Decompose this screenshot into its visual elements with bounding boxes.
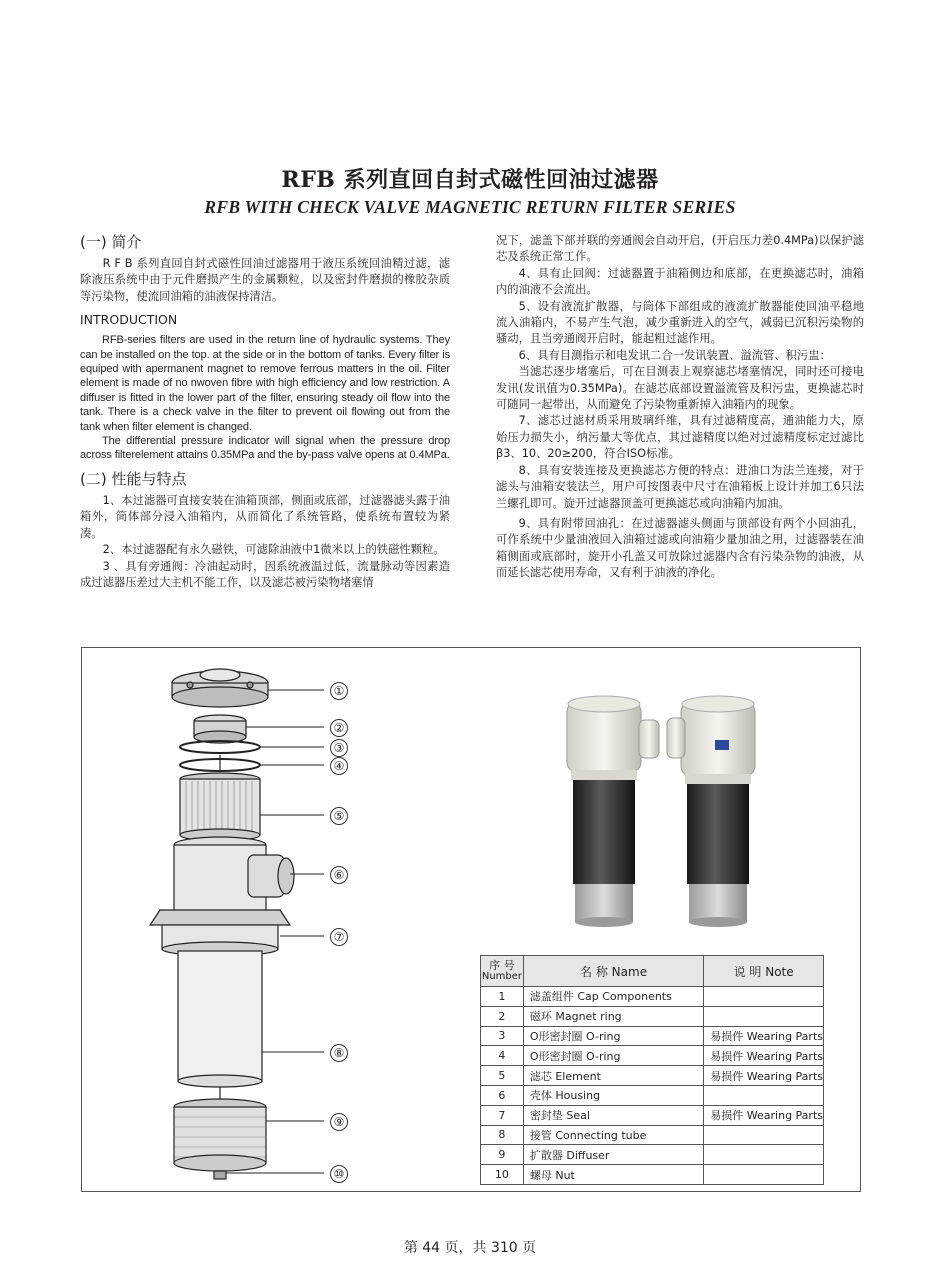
row-name: 接管 Connecting tube: [523, 1125, 703, 1145]
row-note: [704, 1006, 824, 1026]
row-number: 6: [481, 1085, 524, 1105]
feature-6: 6、具有目测指示和电发讯二合一发讯装置、溢流管、积污盅：: [518, 348, 831, 362]
row-name: 螺母 Nut: [523, 1165, 703, 1185]
row-name: O形密封圈 O-ring: [523, 1046, 703, 1066]
table-row: [481, 1085, 824, 1105]
section2-heading: (二) 性能与特点: [80, 469, 187, 488]
table-row: [481, 1145, 824, 1165]
header-number-en: Number: [481, 971, 523, 982]
callout-10: ⑩: [330, 1165, 348, 1183]
feature-8: 8、具有安装连接及更换滤芯方便的特点：进油口为法兰连接，对于滤头与油箱安装法兰，用户可按图表中尺寸在油箱板上设计并加工6只法兰螺孔即可。旋开过滤器顶盖可更换滤芯或向油箱内加油。: [496, 463, 864, 510]
row-note: [704, 1165, 824, 1185]
header-name: 名 称 Name: [523, 956, 703, 987]
row-name: 壳体 Housing: [523, 1085, 703, 1105]
row-note: 易损件 Wearing Parts: [704, 1026, 824, 1046]
intro-paragraph-en-2: The differential pressure indicator will signal when the pressure drop across filterelement attains 0.35MPa and the by-pass valve opens at 0.4MPa.: [80, 435, 450, 462]
feature-2: 2、本过滤器配有永久磁铁，可滤除油液中1微米以上的铁磁性颗粒。: [102, 543, 445, 557]
table-row: [481, 1026, 824, 1046]
feature-3-continued: 况下，滤盖下部并联的旁通阀会自动开启，(开启压力差0.4MPa)以保护滤芯及系统正常工作。: [496, 234, 864, 264]
callout-7: ⑦: [330, 928, 348, 946]
row-note: 易损件 Wearing Parts: [704, 1066, 824, 1086]
parts-table-header: [481, 956, 824, 987]
table-row: [481, 1125, 824, 1145]
row-note: [704, 1085, 824, 1105]
callout-6: ⑥: [330, 866, 348, 884]
feature-5: 5、设有液流扩散器，与筒体下部组成的液流扩散器能使回油平稳地流入油箱内，不易产生气泡，减少重新进入的空气，减弱已沉积污染物的骚动，且当旁通阀开启时，能起粗过滤作用。: [496, 299, 864, 346]
feature-9: 9、具有附带回油孔：在过滤器滤头侧面与顶部设有两个小回油孔，可作系统中少量油液回入油箱过滤或向油箱少量加油之用，过滤器装在油箱侧面或底部时，旋开小孔盖又可放除过滤器内含有污染杂物的油液，从而延长滤芯使用寿命，又有利于油液的净化。: [496, 516, 864, 580]
table-row: [481, 1006, 824, 1026]
intro-paragraph-en-1: RFB-series filters are used in the return line of hydraulic systems. They can be installed on the top. at the side or in the bottom of tanks. Every filter is equiped with apermanent magnet to remove ferrous matters in the oil. Filter element is made of no nwoven fibre with high efficiency and low restriction. A diffuser is fitted in the lower part of the filter, ensuring steady oil flow into the tank. There is a check valve in the filter to prevent oil flowing out from the tank when filter element is changed.: [80, 334, 450, 433]
table-row: [481, 1105, 824, 1125]
row-number: 3: [481, 1026, 524, 1046]
row-name: 滤盖组件 Cap Components: [523, 987, 703, 1007]
table-row: [481, 1165, 824, 1185]
callout-3: ③: [330, 739, 348, 757]
table-row: [481, 1046, 824, 1066]
feature-3: 3 、具有旁通阀：冷油起动时，因系统液温过低，流量脉动等因素造成过滤器压差过大主机不能工作，以及滤芯被污染物堵塞情: [80, 559, 450, 589]
row-number: 4: [481, 1046, 524, 1066]
row-name: 磁环 Magnet ring: [523, 1006, 703, 1026]
row-name: 密封垫 Seal: [523, 1105, 703, 1125]
row-name: 滤芯 Element: [523, 1066, 703, 1086]
row-note: [704, 987, 824, 1007]
row-number: 8: [481, 1125, 524, 1145]
row-number: 1: [481, 987, 524, 1007]
callout-2: ②: [330, 719, 348, 737]
callout-5: ⑤: [330, 807, 348, 825]
feature-7: 7、滤芯过滤材质采用玻璃纤维，具有过滤精度高，通油能力大，原始压力损失小，纳污量大等优点，其过滤精度以绝对过滤精度标定过滤比β3、10、20≥200，符合ISO标准。: [496, 414, 864, 461]
row-name: 扩散器 Diffuser: [523, 1145, 703, 1165]
right-column: [496, 233, 864, 582]
row-number: 2: [481, 1006, 524, 1026]
page-footer: 第 44 页，共 310 页: [403, 1240, 537, 1256]
feature-6-detail: 当滤芯逐步堵塞后，可在目测表上观察滤芯堵塞情况，同时还可接电发讯(发讯值为0.35MPa)。在滤芯底部设置溢流管及积污盅，更换滤芯时可随同一起带出，从而避免了污染物重新掉入油箱内的现象。: [496, 365, 864, 412]
callout-8: ⑧: [330, 1044, 348, 1062]
row-name: O形密封圈 O-ring: [523, 1026, 703, 1046]
callout-9: ⑨: [330, 1113, 348, 1131]
feature-1: 1、本过滤器可直接安装在油箱顶部，侧面或底部，过滤器滤头露于油箱外，筒体部分浸入油箱内，从而简化了系统管路，使系统布置较为紧凑。: [80, 493, 450, 540]
row-number: 5: [481, 1066, 524, 1086]
row-number: 10: [481, 1165, 524, 1185]
callout-4: ④: [330, 757, 348, 775]
header-note: 说 明 Note: [704, 956, 824, 987]
row-note: [704, 1125, 824, 1145]
intro-paragraph-cn: R F B 系列直回自封式磁性回油过滤器用于液压系统回油精过滤，滤除液压系统中由于元件磨损产生的金属颗粒，以及密封件磨损的橡胶杂质等污染物，使流回油箱的油液保持清洁。: [80, 257, 450, 303]
row-number: 9: [481, 1145, 524, 1165]
row-note: 易损件 Wearing Parts: [704, 1105, 824, 1125]
page-title-en: RFB WITH CHECK VALVE MAGNETIC RETURN FILTER SERIES: [204, 197, 736, 217]
feature-4: 4、具有止回阀：过滤器置于油箱侧边和底部，在更换滤芯时，油箱内的油液不会流出。: [496, 266, 864, 297]
header-number-cn: 序 号: [489, 959, 515, 972]
page-title-cn: RFB 系列直回自封式磁性回油过滤器: [281, 167, 659, 193]
introduction-heading: INTRODUCTION: [80, 312, 178, 328]
row-number: 7: [481, 1105, 524, 1125]
section1-heading: (一) 简介: [80, 233, 142, 251]
header-number: [481, 956, 524, 987]
exploded-view-diagram: [140, 655, 360, 1185]
row-note: 易损件 Wearing Parts: [704, 1046, 824, 1066]
table-row: [481, 1066, 824, 1086]
table-row: [481, 987, 824, 1007]
row-note: [704, 1145, 824, 1165]
callout-1: ①: [330, 682, 348, 700]
left-column: [80, 232, 450, 591]
parts-table: [480, 955, 824, 1185]
product-photo: [555, 690, 785, 930]
